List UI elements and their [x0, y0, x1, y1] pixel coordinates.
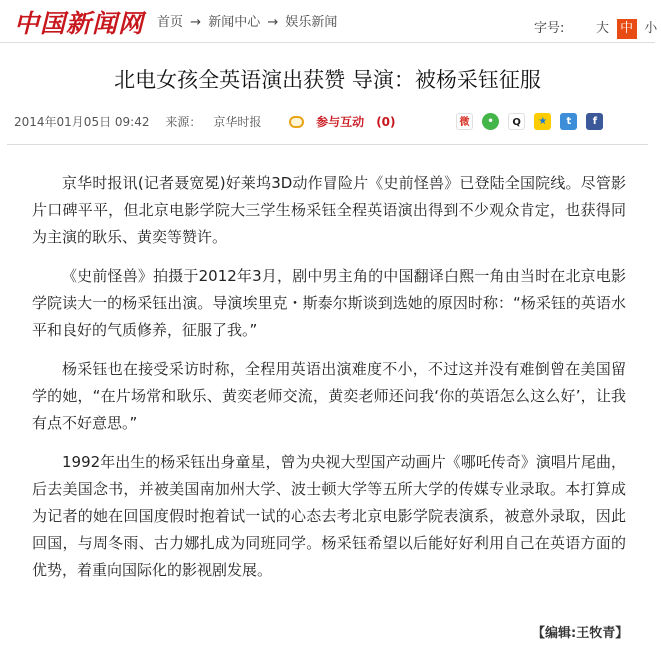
font-size-large-button[interactable]: 大: [596, 21, 610, 36]
publish-date: 2014年01月05日 09:42: [14, 115, 150, 129]
source-label: 来源：: [165, 115, 202, 129]
breadcrumb-separator: →: [190, 15, 202, 30]
header-divider: [0, 42, 655, 43]
site-logo[interactable]: 中国新闻网: [14, 9, 145, 38]
wechat-icon[interactable]: •: [482, 113, 499, 130]
article-paragraph: 京华时报讯(记者聂宽冕)好莱坞3D动作冒险片《史前怪兽》已登陆全国院线。尽管影片口碑平平，但北京电影学院大三学生杨采钰全程英语演出得到不少观众肯定，也获得同为主演的耿乐、黄奕等赞许。: [32, 174, 626, 246]
weibo-icon[interactable]: 微: [456, 113, 473, 130]
article-paragraph: 1992年出生的杨采钰出身童星，曾为央视大型国产动画片《哪吒传奇》演唱片尾曲，后去美国念书，并被美国南加州大学、波士顿大学等五所大学的传媒专业录取。本打算成为记者的她在回国度假时抱着试一试的心态去考北京电影学院表演系，被意外录取，因此回国，与周冬雨、古力娜扎成为同班同学。杨采钰希望以后能好好利用自己在英语方面的优势，着重向国际化的影视剧发展。: [32, 453, 626, 579]
qzone-icon[interactable]: ★: [534, 113, 551, 130]
facebook-icon[interactable]: f: [586, 113, 603, 130]
article-body: [32, 170, 626, 596]
interact-count: (0): [376, 115, 396, 129]
editor-credit: 【编辑:王牧青】: [532, 626, 629, 641]
breadcrumb-separator: →: [267, 15, 279, 30]
font-size-small-button[interactable]: 小: [644, 21, 658, 36]
comment-icon: [289, 116, 304, 128]
article-paragraph: 杨采钰也在接受采访时称，全程用英语出演难度不小，不过这并没有难倒曾在美国留学的她，“在片场常和耿乐、黄奕老师交流，黄奕老师还问我‘你的英语怎么这么好’，让我有点不好意思。”: [32, 360, 626, 432]
source-name: 京华时报: [213, 115, 262, 129]
font-size-medium-button[interactable]: 中: [617, 19, 637, 39]
breadcrumb-home[interactable]: 首页: [157, 15, 184, 30]
meta-divider: [7, 144, 648, 145]
article-paragraph: 《史前怪兽》拍摄于2012年3月，剧中男主角的中国翻译白熙一角由当时在北京电影学院读大一的杨采钰出演。导演埃里克・斯泰尔斯谈到选她的原因时称：“杨采钰的英语水平和良好的气质修养，征服了我。”: [32, 267, 626, 339]
breadcrumb: [157, 11, 337, 30]
article-meta: [14, 113, 420, 130]
qq-icon[interactable]: Q: [508, 113, 525, 130]
interact-link[interactable]: [289, 115, 407, 129]
source-info: [165, 115, 273, 129]
article-title: 北电女孩全英语演出获赞 导演：被杨采钰征服: [114, 68, 541, 92]
share-bar: [456, 113, 607, 132]
font-size-label: 字号:: [534, 21, 565, 36]
interact-label: 参与互动: [316, 115, 365, 129]
breadcrumb-entertainment[interactable]: 娱乐新闻: [285, 15, 338, 30]
font-size-control: [534, 17, 661, 39]
breadcrumb-news-center[interactable]: 新闻中心: [208, 15, 261, 30]
site-header: [0, 0, 658, 42]
tencent-weibo-icon[interactable]: t: [560, 113, 577, 130]
